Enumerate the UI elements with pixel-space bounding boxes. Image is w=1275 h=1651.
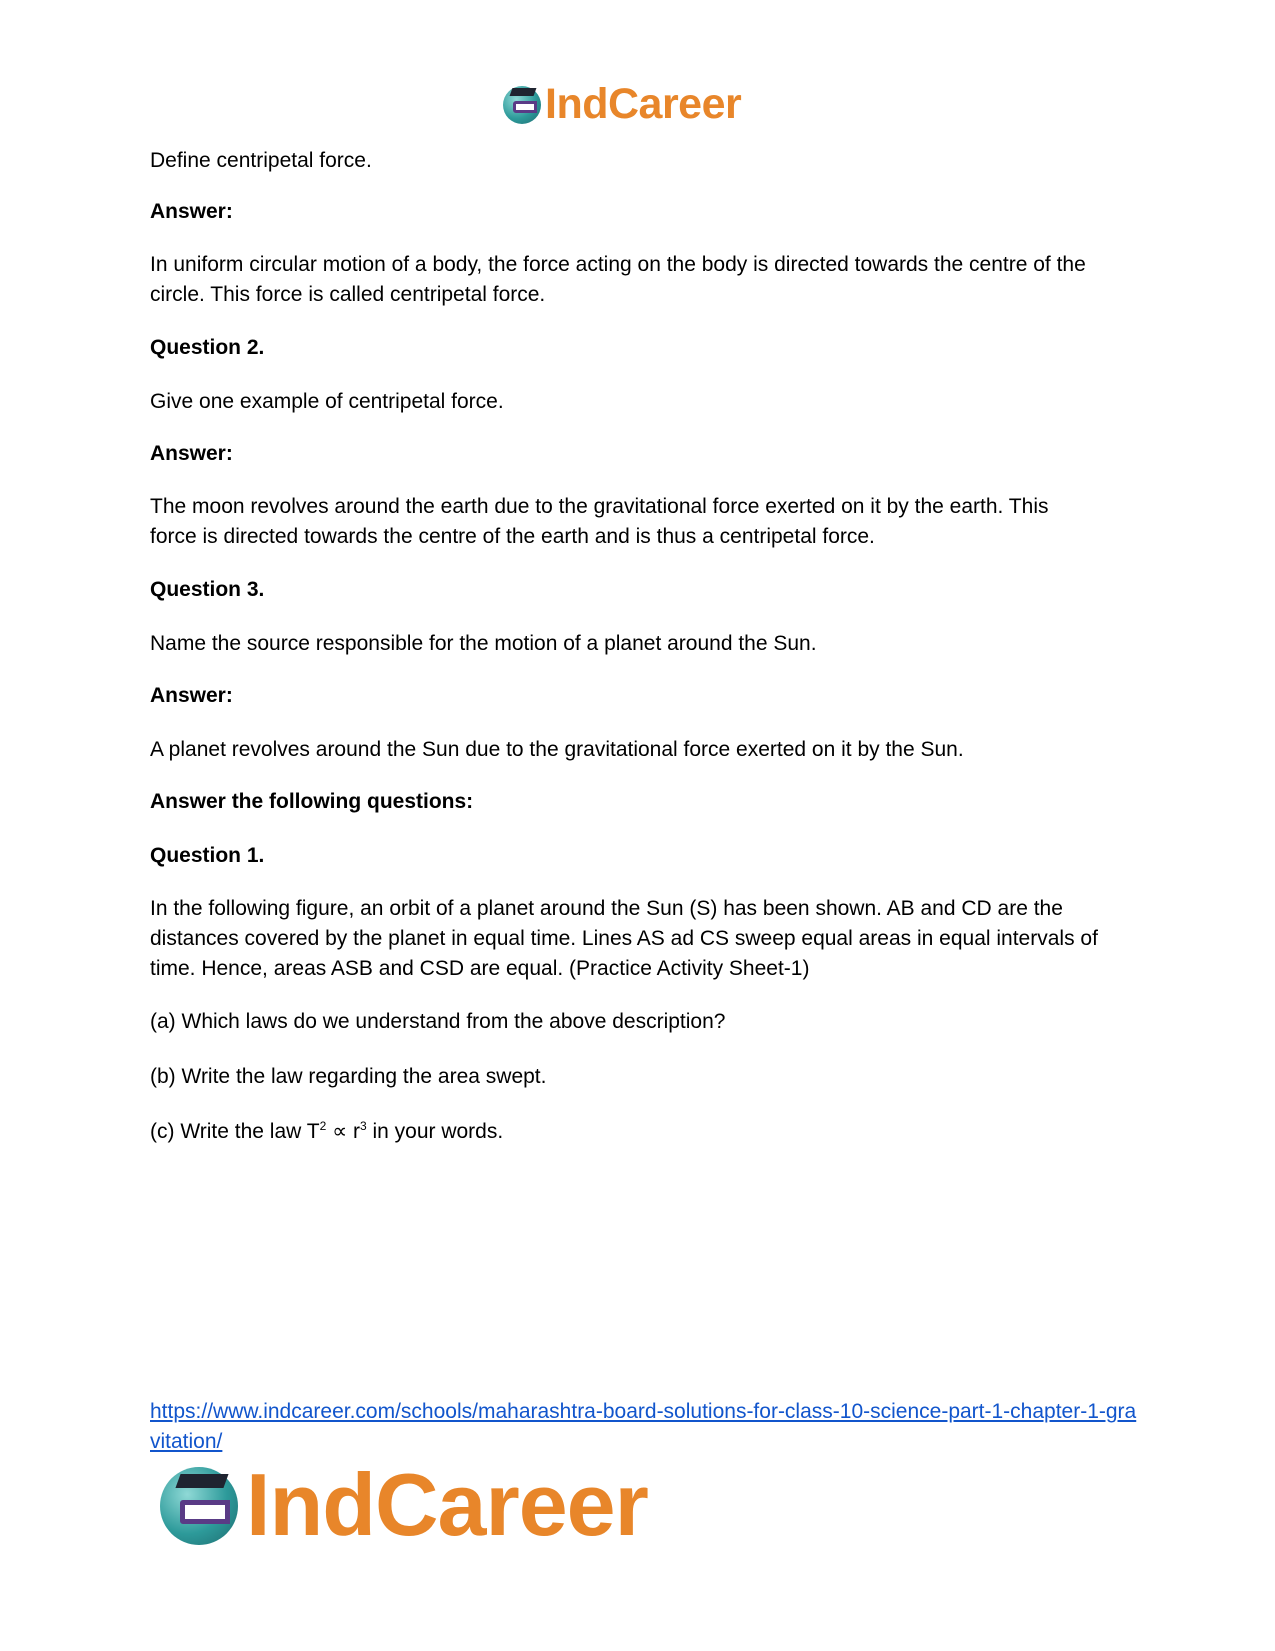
exponent: 2 bbox=[319, 1119, 327, 1133]
header-logo-text: IndCareer bbox=[545, 80, 742, 128]
paragraph: In the following figure, an orbit of a planet around the Sun (S) has been shown. AB and CD are the distances covered by the planet in equal time. Lines AS ad CS sweep equal areas in equal intervals of time. Hence, areas ASB and CSD are equal. (Practice Activity Sheet-1) bbox=[150, 897, 1098, 980]
graduation-book-globe-icon bbox=[160, 1464, 242, 1546]
formula-prefix: (c) Write the law T bbox=[150, 1120, 320, 1143]
question-heading: Question 2. bbox=[150, 336, 265, 359]
graduation-book-globe-icon bbox=[503, 84, 543, 124]
footer-logo bbox=[160, 1455, 648, 1554]
formula-suffix: in your words. bbox=[366, 1120, 504, 1143]
source-link[interactable]: https://www.indcareer.com/schools/maharashtra-board-solutions-for-class-10-science-part-1-chapter-1-gravitation/ bbox=[150, 1400, 1137, 1453]
paragraph: A planet revolves around the Sun due to the gravitational force exerted on it by the Sun. bbox=[150, 738, 964, 761]
paragraph: Name the source responsible for the motion of a planet around the Sun. bbox=[150, 632, 817, 655]
answer-heading: Answer: bbox=[150, 684, 233, 707]
paragraph: (a) Which laws do we understand from the above description? bbox=[150, 1010, 726, 1033]
paragraph: In uniform circular motion of a body, the force acting on the body is directed towards the centre of the circle. This force is called centripetal force. bbox=[150, 253, 1086, 306]
section-heading: Answer the following questions: bbox=[150, 790, 474, 813]
answer-heading: Answer: bbox=[150, 200, 233, 223]
answer-heading: Answer: bbox=[150, 442, 233, 465]
paragraph: (b) Write the law regarding the area swept. bbox=[150, 1065, 547, 1088]
paragraph: Define centripetal force. bbox=[150, 149, 372, 172]
footer-logo-text: IndCareer bbox=[246, 1455, 648, 1554]
header-logo bbox=[503, 82, 741, 126]
question-heading: Question 1. bbox=[150, 844, 265, 867]
formula-middle: ∝ r bbox=[326, 1120, 360, 1143]
question-heading: Question 3. bbox=[150, 578, 265, 601]
paragraph-formula bbox=[150, 1117, 503, 1147]
exponent: 3 bbox=[359, 1119, 367, 1133]
paragraph: Give one example of centripetal force. bbox=[150, 390, 504, 413]
paragraph: The moon revolves around the earth due to the gravitational force exerted on it by the earth. This force is directed towards the centre of the earth and is thus a centripetal force. bbox=[150, 495, 1049, 548]
